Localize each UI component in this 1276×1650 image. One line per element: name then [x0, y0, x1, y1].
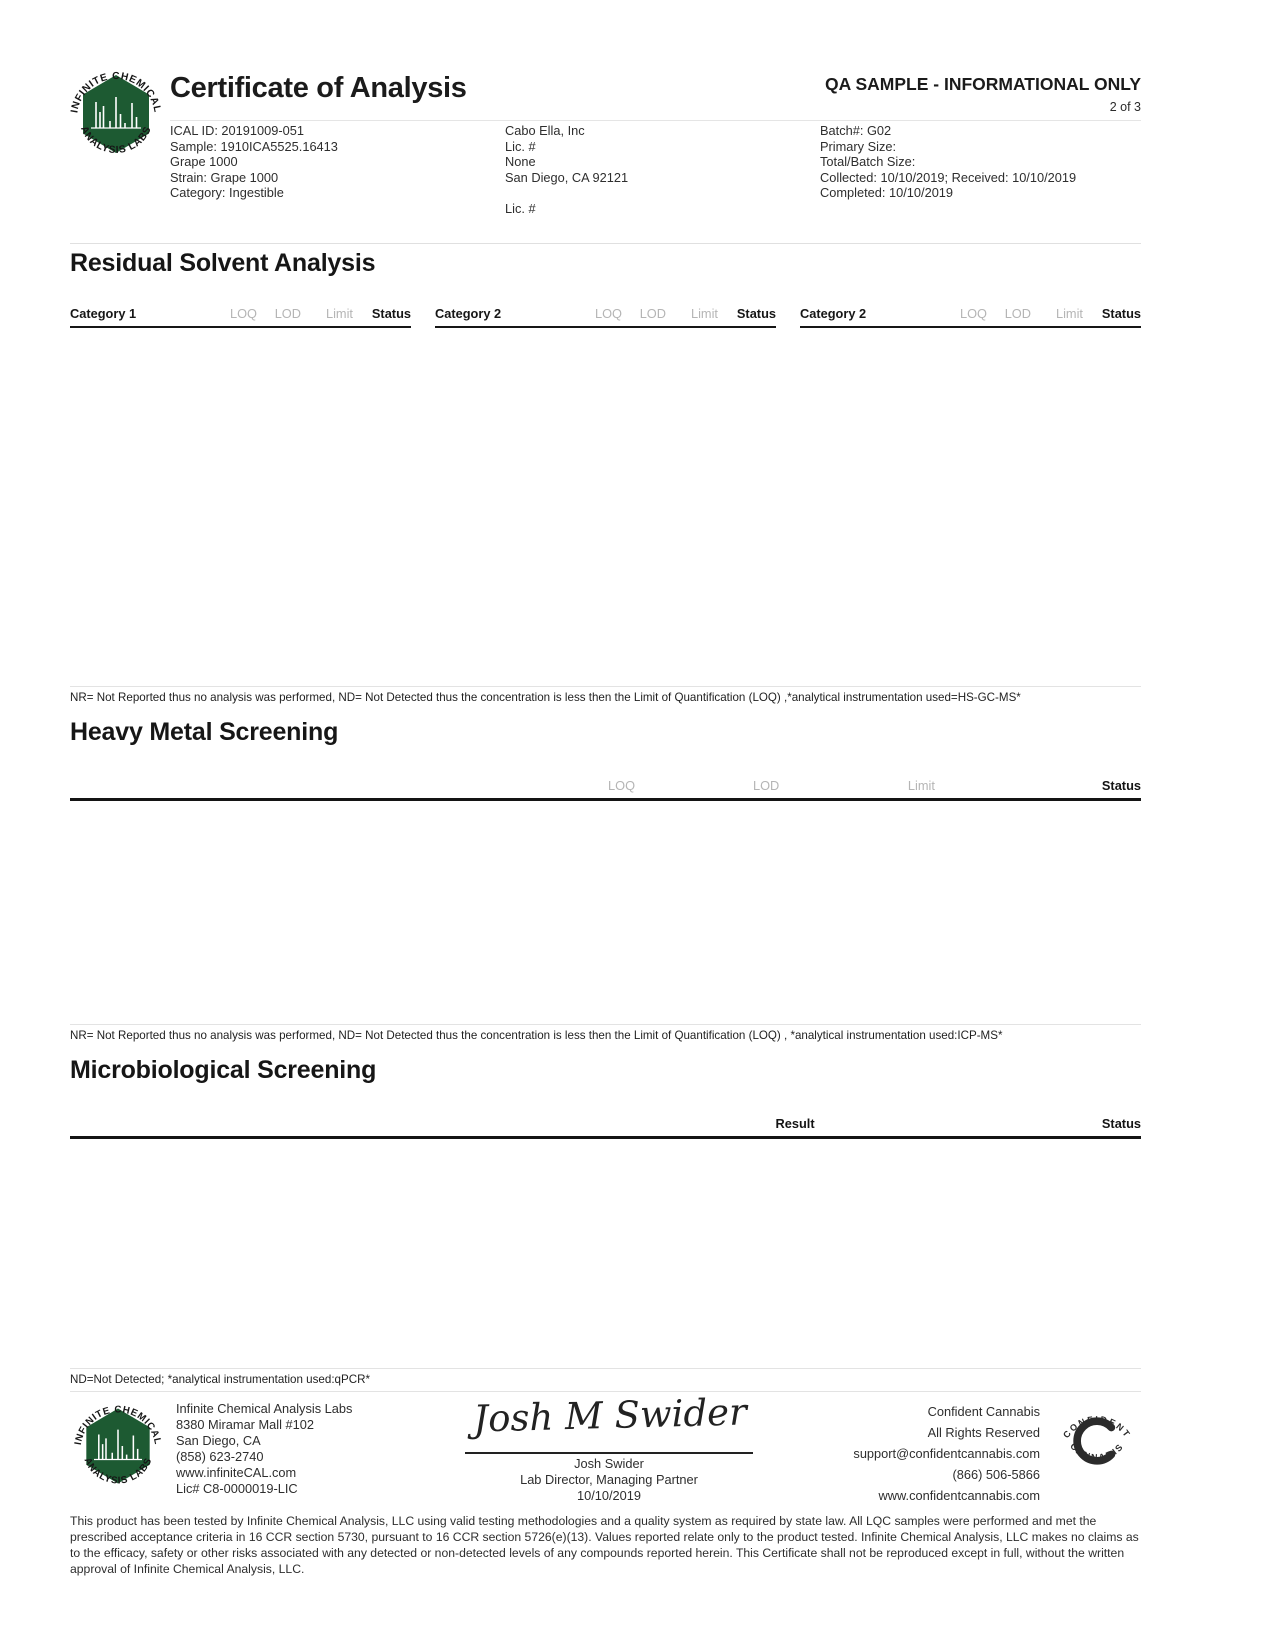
column-status: Status — [1101, 306, 1141, 321]
column-status: Status — [371, 306, 411, 321]
column-status: Status — [1101, 1116, 1141, 1131]
client-license-2: Lic. # — [505, 200, 536, 216]
ical-id: ICAL ID: 20191009-051 — [170, 123, 304, 138]
client-address-2: San Diego, CA 92121 — [505, 169, 629, 185]
client-name: Cabo Ella, Inc — [505, 123, 585, 138]
column-loq: LOQ — [959, 306, 987, 321]
column-lod: LOD — [274, 306, 301, 321]
column-status: Status — [736, 306, 776, 321]
column-limit: Limit — [1055, 306, 1083, 321]
section-divider — [70, 243, 1141, 244]
lab-name: Infinite Chemical Analysis Labs — [176, 1401, 353, 1416]
lab-phone: (858) 623-2740 — [176, 1448, 264, 1464]
column-limit: Limit — [690, 306, 718, 321]
header-divider — [170, 120, 1141, 121]
confident-website: www.confidentcannabis.com — [878, 1488, 1040, 1503]
residual-col-group-3 — [800, 306, 1141, 328]
sample-info-block — [170, 123, 500, 201]
microbiological-table-header — [70, 1112, 1141, 1139]
lab-address-2: San Diego, CA — [176, 1432, 261, 1448]
confident-rights: All Rights Reserved — [927, 1425, 1040, 1440]
column-limit: Limit — [907, 778, 935, 793]
product-name: Grape 1000 — [170, 154, 238, 170]
cc-logo-bottom-text: CANNABIS — [1068, 1440, 1126, 1463]
client-info-block — [505, 123, 815, 217]
cc-logo-top-text: CONFIDENT — [1061, 1414, 1133, 1441]
page-number: 2 of 3 — [1109, 100, 1141, 114]
logo-arc-bottom-text: ANALYSIS LABS — [81, 1456, 155, 1487]
column-limit: Limit — [325, 306, 353, 321]
confident-cannabis-logo-icon — [1052, 1396, 1142, 1486]
heavy-metal-table-header — [70, 774, 1141, 801]
column-loq: LOQ — [608, 778, 636, 793]
residual-solvent-note: NR= Not Reported thus no analysis was performed, ND= Not Detected thus the concentration is less then the Limit of Quantification (LOQ) ,*analytical instrumentation used=HS-GC-MS* — [70, 686, 1141, 704]
column-category-1: Category 1 — [70, 306, 137, 321]
column-category-2: Category 2 — [435, 306, 502, 321]
column-result: Result — [775, 1116, 815, 1131]
collected-received-dates: Collected: 10/10/2019; Received: 10/10/2019 — [820, 169, 1077, 185]
heavy-metal-note: NR= Not Reported thus no analysis was performed, ND= Not Detected thus the concentration is less then the Limit of Quantification (LOQ) , *analytical instrumentation used:ICP-MS* — [70, 1024, 1141, 1042]
heavy-metal-title: Heavy Metal Screening — [70, 718, 339, 746]
sample-id: Sample: 1910ICA5525.16413 — [170, 138, 338, 154]
infinite-chemical-logo-icon — [66, 64, 166, 164]
primary-size: Primary Size: — [820, 138, 897, 154]
confident-email: support@confidentcannabis.com — [853, 1446, 1040, 1461]
column-lod: LOD — [752, 778, 780, 793]
total-batch-size: Total/Batch Size: — [820, 154, 916, 170]
residual-col-group-2 — [435, 306, 776, 328]
qa-sample-banner: QA SAMPLE - INFORMATIONAL ONLY — [825, 74, 1141, 94]
legal-disclaimer: This product has been tested by Infinite Chemical Analysis, LLC using valid testing methodologies and a quality system as required by state law. All LQC samples were performed and met the prescribed acceptance criteria in 16 CCR section 5730, pursuant to 16 CCR section 5726(e)(13). Values reported relate only to the product tested. Infinite Chemical Analysis, LLC makes no claims as to the efficacy, safety or other risks associated with any detected or non-detected levels of any compounds reported herein. This Certificate shall not be reproduced except in full, without the written approval of Infinite Chemical Analysis, LLC. — [70, 1514, 1139, 1576]
strain: Strain: Grape 1000 — [170, 169, 279, 185]
client-spacer — [505, 185, 815, 201]
signature-script: Josh M Swider — [472, 1390, 748, 1441]
confident-phone: (866) 506-5866 — [952, 1467, 1040, 1482]
signature-date: 10/10/2019 — [576, 1488, 642, 1503]
column-loq: LOQ — [229, 306, 257, 321]
infinite-chemical-footer-logo-icon — [70, 1398, 166, 1494]
signer-role: Lab Director, Managing Partner — [520, 1472, 698, 1487]
residual-col-group-1 — [70, 306, 411, 328]
document-title: Certificate of Analysis — [170, 72, 467, 104]
lab-website: www.infiniteCAL.com — [176, 1464, 297, 1480]
column-loq: LOQ — [594, 306, 622, 321]
category: Category: Ingestible — [170, 185, 284, 201]
lab-license: Lic# C8-0000019-LIC — [176, 1480, 298, 1496]
confident-name: Confident Cannabis — [927, 1404, 1040, 1419]
confident-cannabis-block — [700, 1401, 1040, 1506]
residual-solvent-title: Residual Solvent Analysis — [70, 249, 376, 277]
residual-solvent-table-header — [70, 306, 1141, 328]
column-category-2b: Category 2 — [800, 306, 867, 321]
batch-info-block — [820, 123, 1142, 201]
client-address-1: None — [505, 154, 536, 170]
column-lod: LOD — [639, 306, 666, 321]
logo-arc-top-text: INFINITE CHEMICAL — [69, 70, 163, 114]
client-license-1: Lic. # — [505, 138, 536, 154]
lab-contact-block — [176, 1401, 352, 1496]
column-status: Status — [1101, 778, 1141, 793]
logo-arc-top-text: INFINITE CHEMICAL — [72, 1404, 164, 1446]
completed-date: Completed: 10/10/2019 — [820, 185, 954, 201]
microbiological-title: Microbiological Screening — [70, 1056, 377, 1084]
logo-arc-bottom-text: ANALYSIS LABS — [78, 124, 154, 157]
microbiological-note: ND=Not Detected; *analytical instrumentation used:qPCR* — [70, 1368, 1141, 1392]
column-lod: LOD — [1004, 306, 1031, 321]
batch-number: Batch#: G02 — [820, 123, 892, 138]
signer-name: Josh Swider — [574, 1456, 644, 1471]
lab-address-1: 8380 Miramar Mall #102 — [176, 1416, 314, 1432]
